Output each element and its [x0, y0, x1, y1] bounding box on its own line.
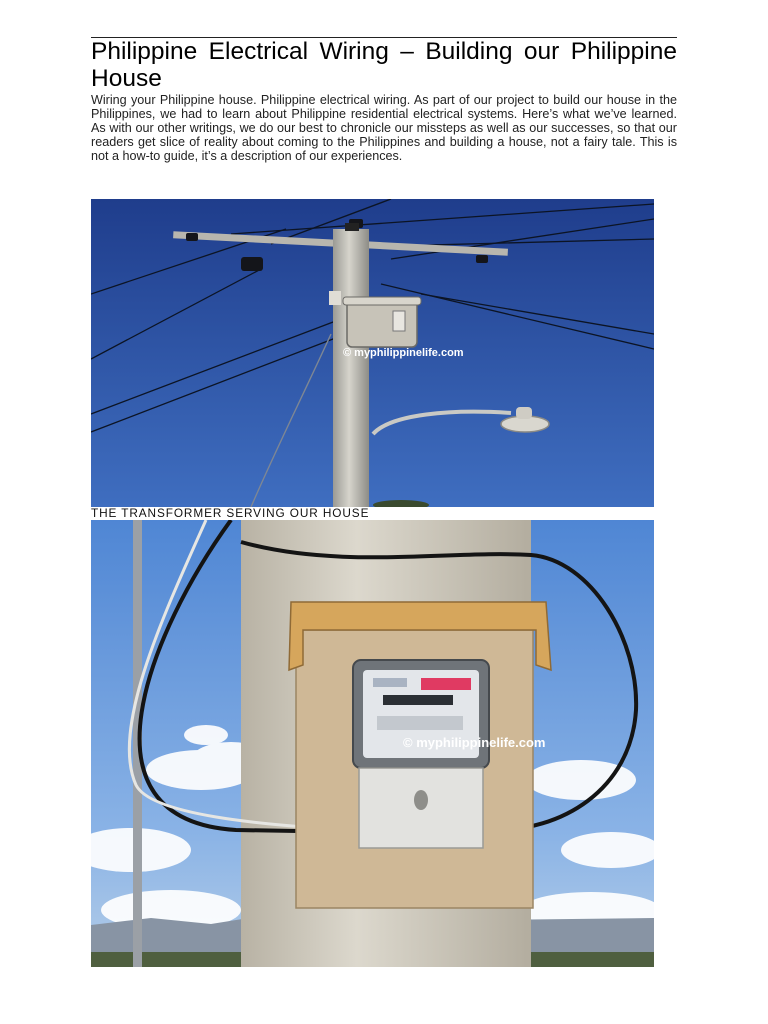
photo-watermark: © myphilippinelife.com [343, 347, 464, 359]
meter-photo [91, 520, 654, 967]
transformer-photo [91, 199, 654, 507]
page-title: Philippine Electrical Wiring – Building our Philippine House [91, 38, 677, 92]
photo-caption: THE TRANSFORMER SERVING OUR HOUSE [91, 506, 370, 520]
photo-watermark: © myphilippinelife.com [403, 735, 546, 750]
intro-paragraph: Wiring your Philippine house. Philippine electrical wiring. As part of our project to build our house in the Philippines, we had to learn about Philippine residential electrical systems. Here’s what we’ve learned. As with our other writings, we do our best to chronicle our missteps as well as our successes, so that our readers get slice of reality about coming to the Philippines and building a house, not a fairy tale. This is not a how-to guide, it’s a description of our experiences. [91, 93, 677, 163]
